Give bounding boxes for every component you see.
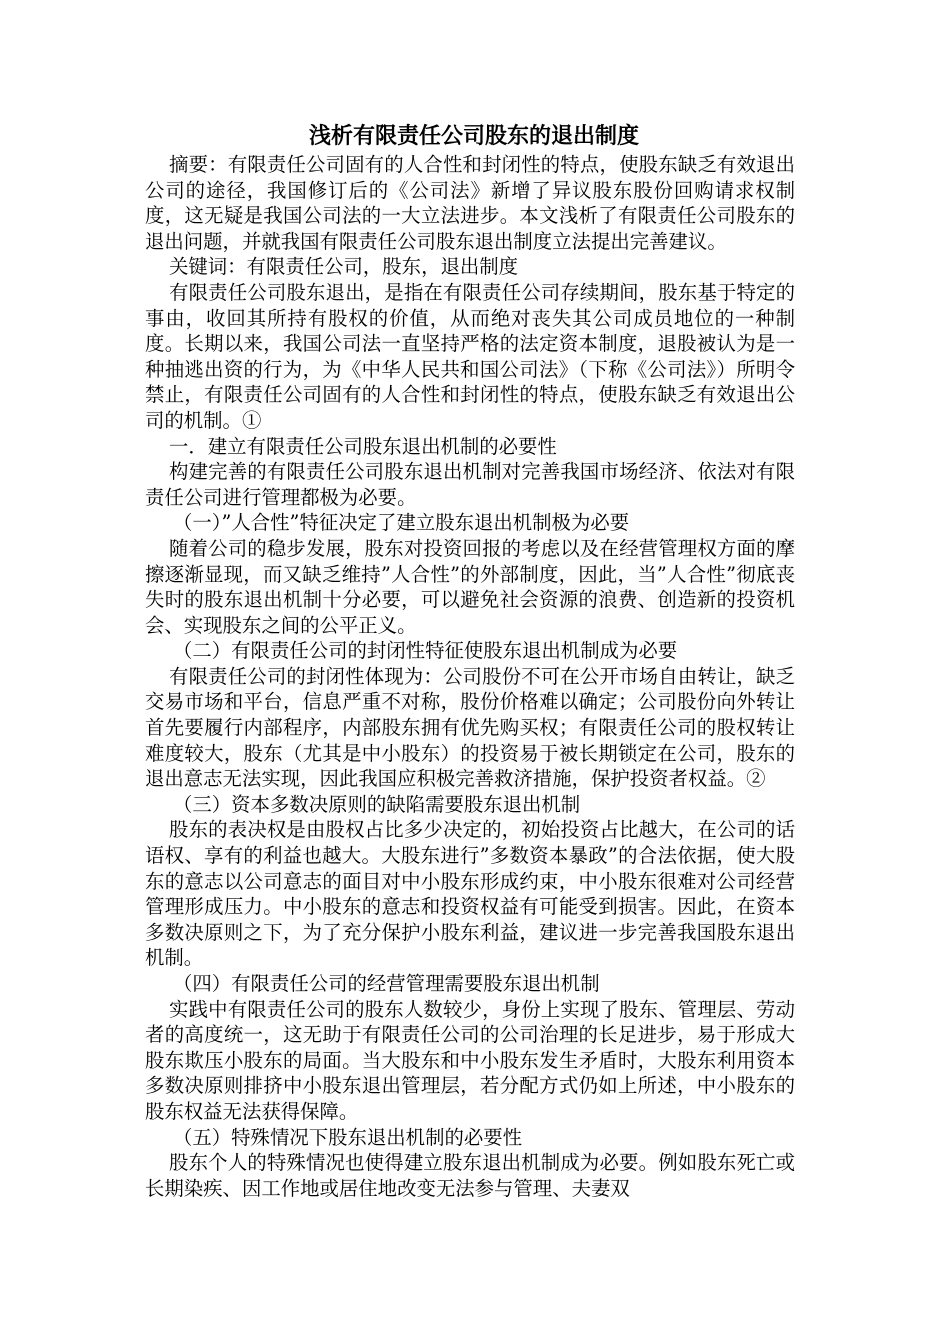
- abstract-paragraph: 摘要：有限责任公司固有的人合性和封闭性的特点，使股东缺乏有效退出公司的途径，我国修订后的《公司法》新增了异议股东股份回购请求权制度，这无疑是我国公司法的一大立法进步。本文浅析了有限责任公司股东的退出问题，并就我国有限责任公司股东退出制度立法提出完善建议。: [145, 153, 795, 253]
- subsection-heading-1: （一）”人合性”特征决定了建立股东退出机制极为必要: [173, 511, 630, 535]
- body-paragraph: 实践中有限责任公司的股东人数较少，身份上实现了股东、管理层、劳动者的高度统一，这无助于有限责任公司的公司治理的长足进步，易于形成大股东欺压小股东的局面。当大股东和中小股东发生矛盾时，大股东利用资本多数决原则排挤中小股东退出管理层，若分配方式仍如上所述，中小股东的股东权益无法获得保障。: [145, 997, 795, 1123]
- subsection-heading-2: （二）有限责任公司的封闭性特征使股东退出机制成为必要: [173, 639, 678, 663]
- body-paragraph: 构建完善的有限责任公司股东退出机制对完善我国市场经济、依法对有限责任公司进行管理都极为必要。: [145, 460, 795, 509]
- subsection-heading-5: （五）特殊情况下股东退出机制的必要性: [173, 1125, 523, 1149]
- subsection-heading-3: （三）资本多数决原则的缺陷需要股东退出机制: [173, 792, 581, 816]
- document-page: [145, 122, 795, 1201]
- body-paragraph: 股东的表决权是由股权占比多少决定的，初始投资占比越大，在公司的话语权、享有的利益也越大。大股东进行”多数资本暴政”的合法依据，使大股东的意志以公司意志的面目对中小股东形成约束，中小股东很难对公司经营管理形成压力。中小股东的意志和投资权益有可能受到损害。因此，在资本多数决原则之下，为了充分保护小股东利益，建议进一步完善我国股东退出机制。: [145, 818, 795, 970]
- body-paragraph: 随着公司的稳步发展，股东对投资回报的考虑以及在经营管理权方面的摩擦逐渐显现，而又缺乏维持”人合性”的外部制度，因此，当”人合性”彻底丧失时的股东退出机制十分必要，可以避免社会资源的浪费、创造新的投资机会、实现股东之间的公平正义。: [145, 536, 795, 637]
- section-heading-1: 一．建立有限责任公司股东退出机制的必要性: [169, 434, 557, 458]
- document-title: 浅析有限责任公司股东的退出制度: [308, 124, 639, 149]
- document-body: [145, 152, 795, 1201]
- intro-paragraph: 有限责任公司股东退出，是指在有限责任公司存续期间，股东基于特定的事由，收回其所持有股权的价值，从而绝对丧失其公司成员地位的一种制度。长期以来，我国公司法一直坚持严格的法定资本制度，退股被认为是一种抽逃出资的行为，为《中华人民共和国公司法》（下称《公司法》）所明令禁止，有限责任公司固有的人合性和封闭性的特点，使股东缺乏有效退出公司的机制。①: [145, 280, 795, 432]
- body-paragraph: 股东个人的特殊情况也使得建立股东退出机制成为必要。例如股东死亡或长期染疾、因工作地或居住地改变无法参与管理、夫妻双: [145, 1151, 795, 1200]
- keywords-paragraph: 关键词：有限责任公司，股东，退出制度: [169, 255, 519, 279]
- subsection-heading-4: （四）有限责任公司的经营管理需要股东退出机制: [173, 972, 600, 995]
- body-paragraph: 有限责任公司的封闭性体现为：公司股份不可在公开市场自由转让，缺乏交易市场和平台，信息严重不对称，股份价格难以确定；公司股份向外转让首先要履行内部程序，内部股东拥有优先购买权；有限责任公司的股权转让难度较大，股东（尤其是中小股东）的投资易于被长期锁定在公司，股东的退出意志无法实现，因此我国应积极完善救济措施，保护投资者权益。②: [145, 664, 795, 791]
